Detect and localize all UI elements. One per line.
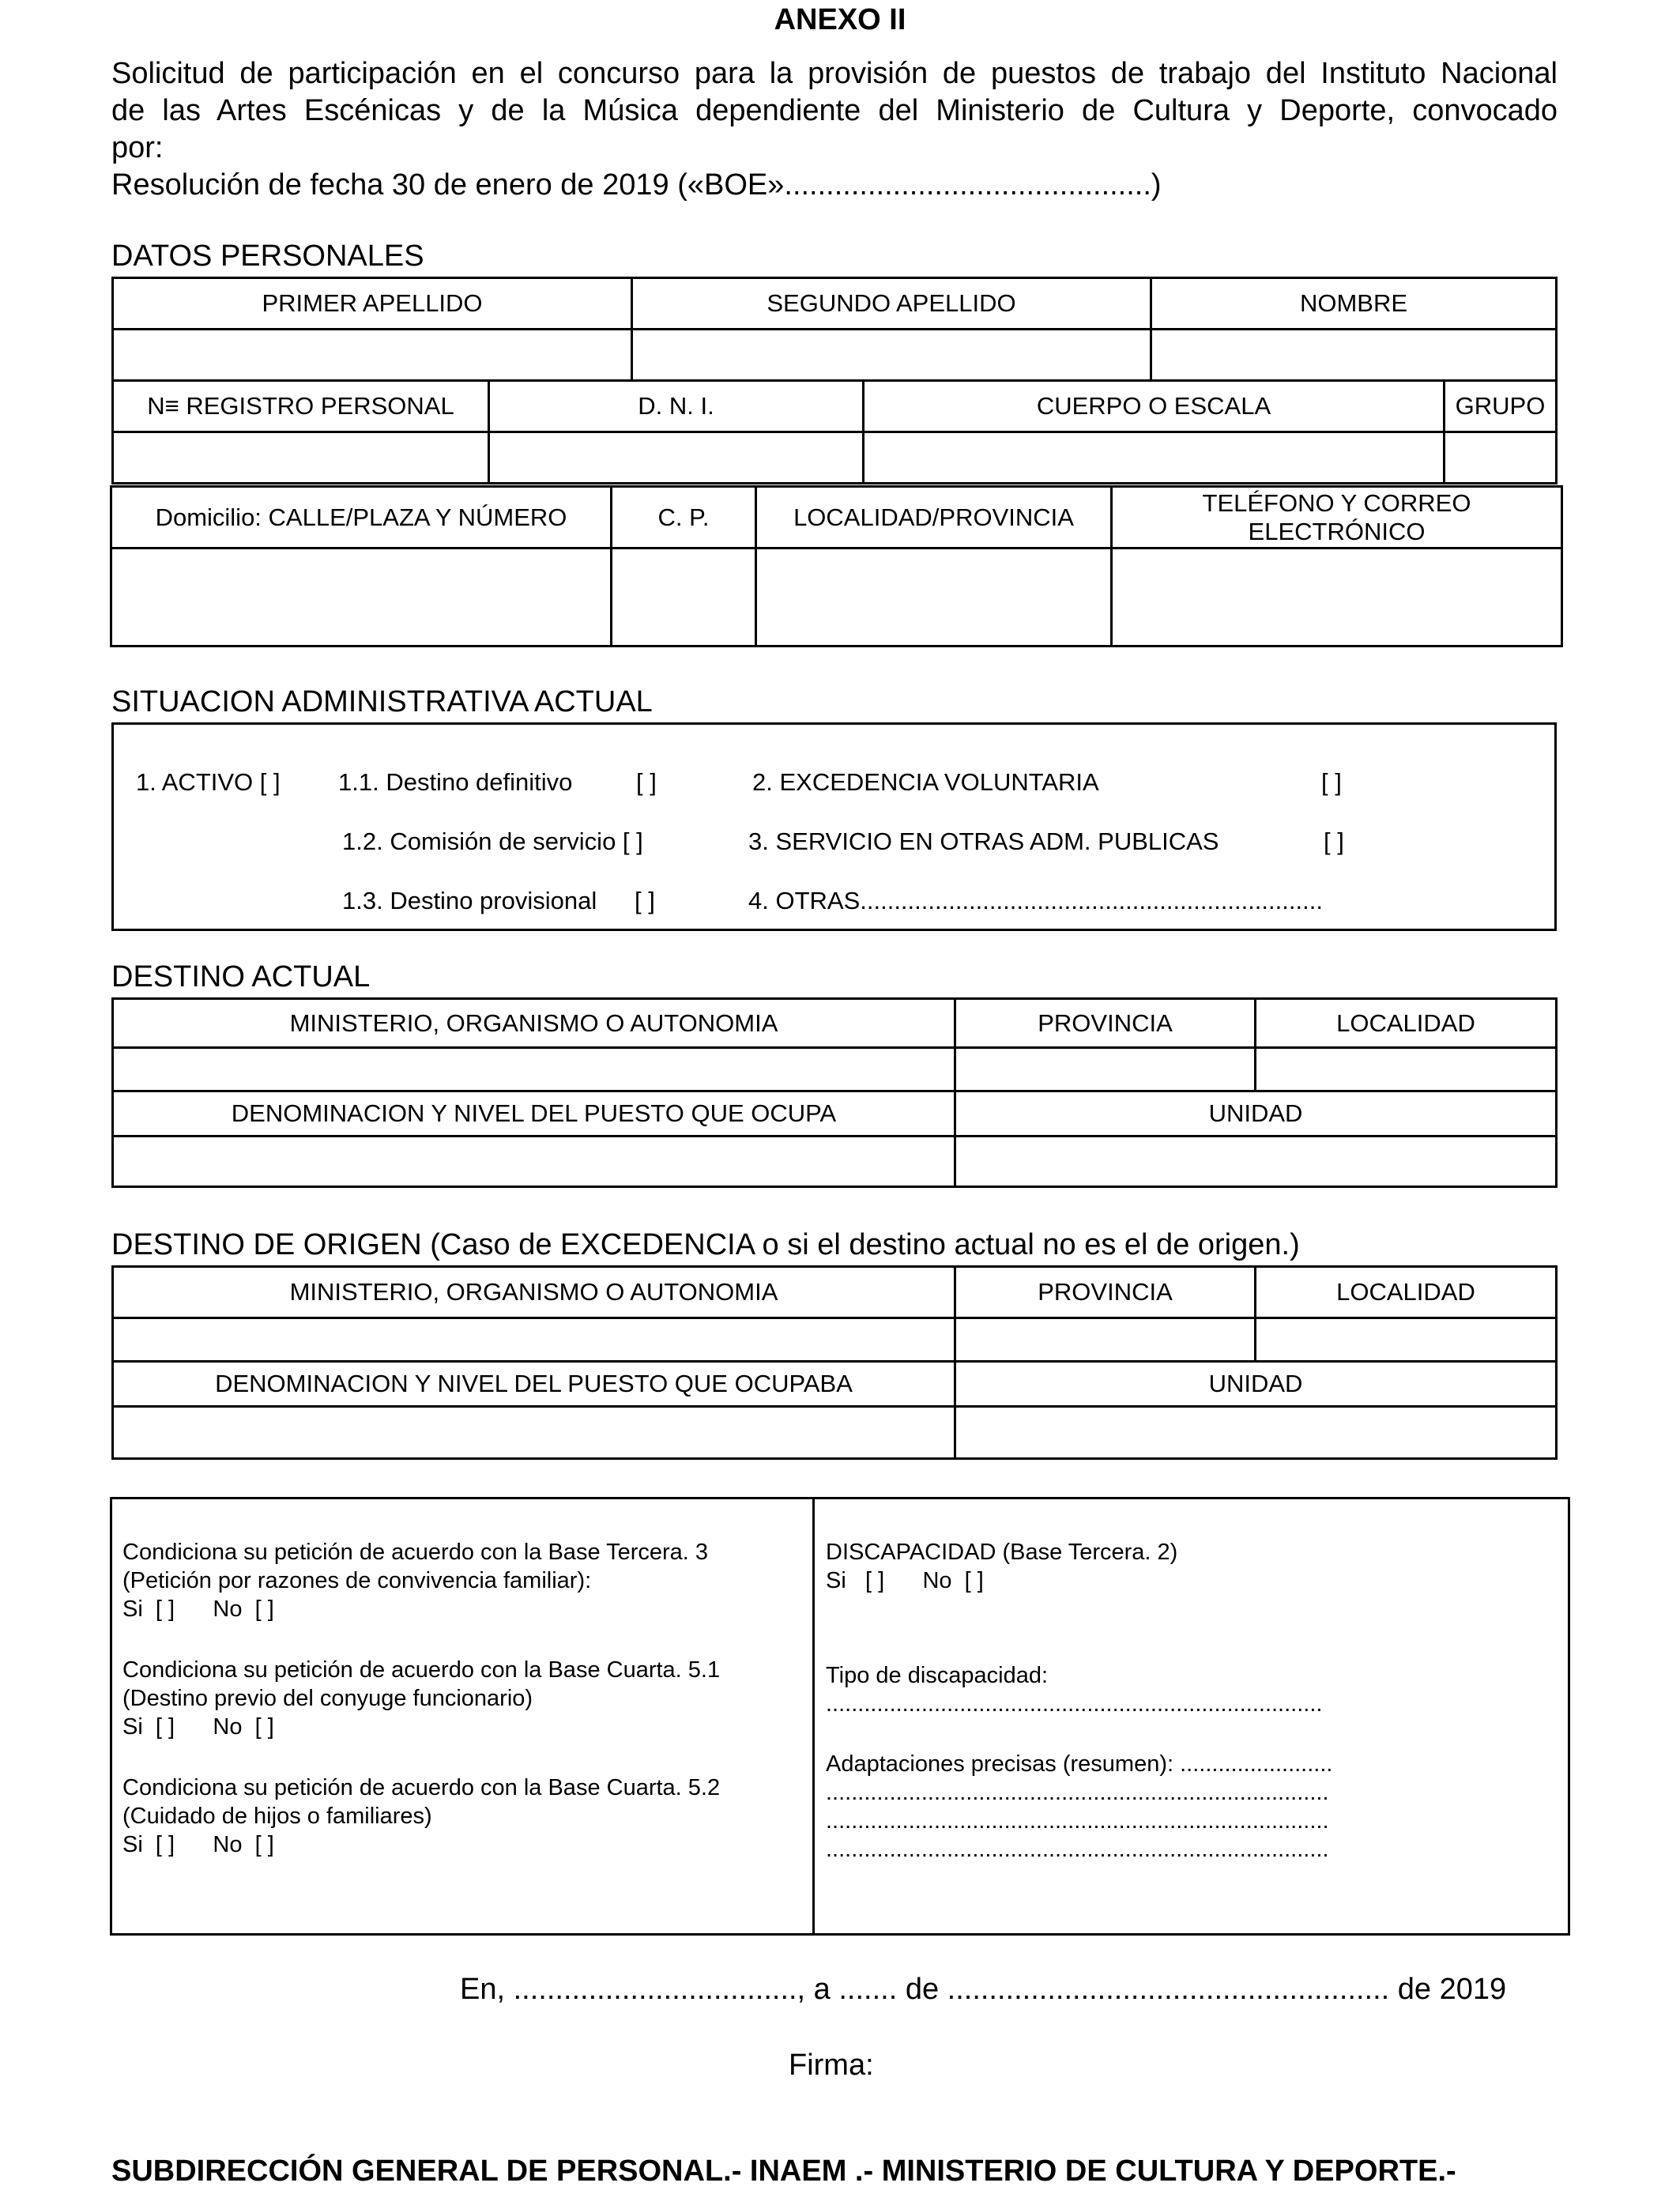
da-localidad-label: LOCALIDAD: [1256, 999, 1557, 1048]
cond-cuarta-5-1-options[interactable]: Si [ ] No [ ]: [122, 1714, 274, 1740]
adaptaciones-line-3[interactable]: ...............................................................................: [826, 1837, 1329, 1862]
domicilio-label: Domicilio: CALLE/PLAZA Y NÚMERO: [111, 487, 612, 548]
cond-cuarta-5-2-options[interactable]: Si [ ] No [ ]: [122, 1832, 274, 1857]
do-localidad-field[interactable]: [1256, 1318, 1557, 1362]
cuerpo-escala-label: CUERPO O ESCALA: [864, 381, 1445, 432]
primer-apellido-label: PRIMER APELLIDO: [113, 278, 632, 330]
tipo-discapacidad-field[interactable]: ..............................................................................: [826, 1691, 1323, 1717]
destino-actual-heading: DESTINO ACTUAL: [111, 960, 371, 993]
da-denominacion-label: DENOMINACION Y NIVEL DEL PUESTO QUE OCUPA: [113, 1091, 955, 1137]
cond-cuarta-5-1-line2: (Destino previo del conyuge funcionario): [122, 1686, 533, 1711]
do-denominacion-label: DENOMINACION Y NIVEL DEL PUESTO QUE OCUPABA: [113, 1362, 955, 1407]
adaptaciones-label[interactable]: Adaptaciones precisas (resumen): ........................: [826, 1751, 1333, 1777]
servicio-otras-adm-option: 3. SERVICIO EN OTRAS ADM. PUBLICAS: [748, 827, 1219, 855]
intro-line-3: por:: [111, 131, 164, 164]
destino-provisional-option: 1.3. Destino provisional: [342, 887, 597, 914]
da-provincia-field[interactable]: [955, 1048, 1256, 1091]
da-unidad-label: UNIDAD: [955, 1091, 1557, 1137]
primer-apellido-field[interactable]: [113, 330, 632, 381]
discapacidad-options[interactable]: Si [ ] No [ ]: [826, 1568, 984, 1593]
cond-cuarta-5-2-line2: (Cuidado de hijos o familiares): [122, 1804, 432, 1829]
destino-definitivo-option: 1.1. Destino definitivo: [338, 768, 573, 796]
grupo-label: GRUPO: [1445, 381, 1557, 432]
page-title: ANEXO II: [774, 3, 906, 36]
segundo-apellido-field[interactable]: [632, 330, 1151, 381]
da-provincia-label: PROVINCIA: [955, 999, 1256, 1048]
cp-field[interactable]: [612, 548, 756, 647]
do-ministerio-label: MINISTERIO, ORGANISMO O AUTONOMIA: [113, 1267, 955, 1318]
discapacidad-heading: DISCAPACIDAD (Base Tercera. 2): [826, 1540, 1178, 1565]
destino-origen-table: [111, 1265, 1558, 1460]
otras-option[interactable]: 4. OTRAS....................................................................: [748, 887, 1323, 914]
nombre-label: NOMBRE: [1151, 278, 1557, 330]
da-denominacion-field[interactable]: [113, 1137, 955, 1187]
condiciones-divider: [812, 1497, 815, 1936]
datos-personales-table-1: [111, 277, 1558, 382]
destino-definitivo-checkbox[interactable]: [ ]: [636, 768, 657, 796]
intro-line-4: Resolución de fecha 30 de enero de 2019 («BOE»............................................): [111, 168, 1162, 202]
localidad-provincia-field[interactable]: [756, 548, 1112, 647]
lugar-fecha-line[interactable]: En, .................................., a ....... de ..................................................... de 2019: [460, 1973, 1507, 2006]
registro-personal-field[interactable]: [113, 432, 489, 484]
activo-option[interactable]: 1. ACTIVO [ ]: [136, 768, 281, 796]
cond-tercera-3-line2: (Petición por razones de convivencia familiar):: [122, 1568, 592, 1593]
intro-line-2: de las Artes Escénicas y de la Música dependiente del Ministerio de Cultura y Deporte, convocado: [111, 94, 1558, 127]
do-localidad-label: LOCALIDAD: [1256, 1267, 1557, 1318]
tipo-discapacidad-label: Tipo de discapacidad:: [826, 1663, 1049, 1688]
situacion-heading: SITUACION ADMINISTRATIVA ACTUAL: [111, 685, 653, 718]
do-ministerio-field[interactable]: [113, 1318, 955, 1362]
da-localidad-field[interactable]: [1256, 1048, 1557, 1091]
dni-field[interactable]: [489, 432, 864, 484]
cp-label: C. P.: [612, 487, 756, 548]
servicio-otras-adm-checkbox[interactable]: [ ]: [1324, 827, 1344, 855]
da-ministerio-field[interactable]: [113, 1048, 955, 1091]
destino-actual-table: [111, 997, 1558, 1188]
cond-tercera-3-line1: Condiciona su petición de acuerdo con la Base Tercera. 3: [122, 1540, 709, 1565]
cuerpo-escala-field[interactable]: [864, 432, 1445, 484]
dni-label: D. N. I.: [489, 381, 864, 432]
do-unidad-label: UNIDAD: [955, 1362, 1557, 1407]
cond-tercera-3-options[interactable]: Si [ ] No [ ]: [122, 1596, 274, 1622]
registro-personal-label: N≡ REGISTRO PERSONAL: [113, 381, 489, 432]
do-denominacion-field[interactable]: [113, 1407, 955, 1459]
datos-personales-heading: DATOS PERSONALES: [111, 239, 424, 273]
nombre-field[interactable]: [1151, 330, 1557, 381]
datos-personales-table-2: [111, 379, 1558, 484]
segundo-apellido-label: SEGUNDO APELLIDO: [632, 278, 1151, 330]
domicilio-field[interactable]: [111, 548, 612, 647]
da-unidad-field[interactable]: [955, 1137, 1557, 1187]
do-provincia-label: PROVINCIA: [955, 1267, 1256, 1318]
cond-cuarta-5-2-line1: Condiciona su petición de acuerdo con la Base Cuarta. 5.2: [122, 1775, 721, 1800]
destino-provisional-checkbox[interactable]: [ ]: [635, 887, 655, 914]
excedencia-voluntaria-option: 2. EXCEDENCIA VOLUNTARIA: [752, 768, 1099, 796]
adaptaciones-line-2[interactable]: ...............................................................................: [826, 1808, 1329, 1834]
grupo-field[interactable]: [1445, 432, 1557, 484]
do-unidad-field[interactable]: [955, 1407, 1557, 1459]
footer-text: SUBDIRECCIÓN GENERAL DE PERSONAL.- INAEM .- MINISTERIO DE CULTURA Y DEPORTE.-: [111, 2154, 1456, 2188]
intro-paragraph: [111, 55, 1558, 204]
telefono-correo-label: TELÉFONO Y CORREO ELECTRÓNICO: [1112, 487, 1562, 548]
comision-servicio-option[interactable]: 1.2. Comisión de servicio [ ]: [342, 827, 643, 855]
excedencia-voluntaria-checkbox[interactable]: [ ]: [1321, 768, 1342, 796]
adaptaciones-line-1[interactable]: ...............................................................................: [826, 1780, 1329, 1805]
localidad-provincia-label: LOCALIDAD/PROVINCIA: [756, 487, 1112, 548]
cond-cuarta-5-1-line1: Condiciona su petición de acuerdo con la Base Cuarta. 5.1: [122, 1657, 721, 1683]
do-provincia-field[interactable]: [955, 1318, 1256, 1362]
telefono-correo-field[interactable]: [1112, 548, 1562, 647]
firma-label: Firma:: [789, 2049, 874, 2082]
destino-origen-heading: DESTINO DE ORIGEN (Caso de EXCEDENCIA o si el destino actual no es el de origen.): [111, 1228, 1300, 1261]
datos-personales-table-3: [110, 485, 1563, 647]
da-ministerio-label: MINISTERIO, ORGANISMO O AUTONOMIA: [113, 999, 955, 1048]
intro-line-1: Solicitud de participación en el concurso para la provisión de puestos de trabajo del Instituto Nacional: [111, 57, 1558, 90]
